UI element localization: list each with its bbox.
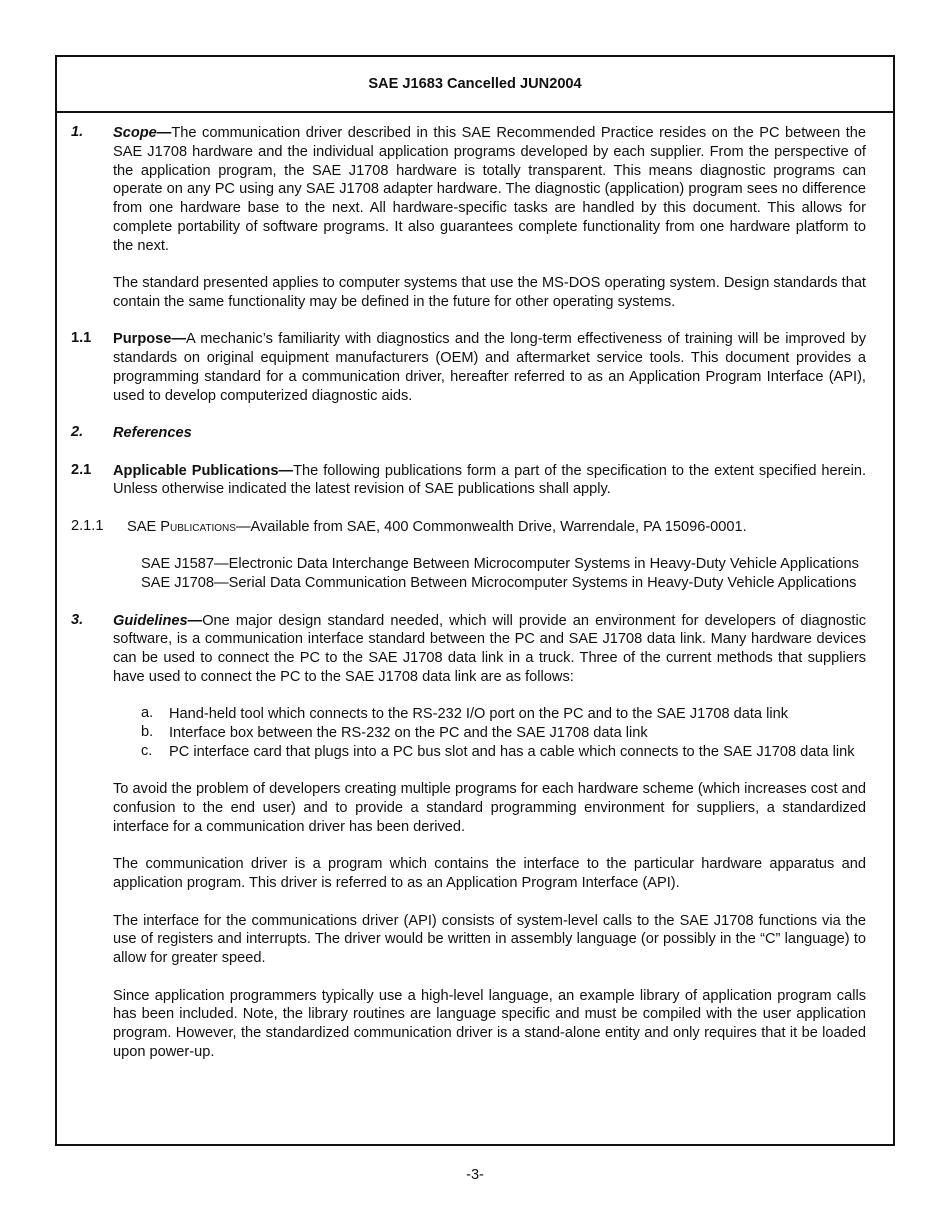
document-body	[57, 113, 893, 1062]
section-scope	[71, 124, 866, 255]
list-marker: b.	[141, 724, 154, 740]
scope-paragraph-2: The standard presented applies to computer systems that use the MS-DOS operating system. Design standards that contain the same functionality may be defined in the future for other operating systems.	[113, 275, 866, 310]
applicable-paragraph	[113, 462, 866, 500]
section-guidelines	[71, 612, 866, 687]
section-number: 2.	[71, 424, 84, 440]
section-number: 3.	[71, 611, 84, 628]
guidelines-paragraph-3: The interface for the communications driver (API) consists of system-level calls to the SAE J1708 functions via the use of registers and interrupts. The driver would be written in assembly language (or possibly in the “C” language) to allow for greater speed.	[113, 912, 866, 966]
document-title: SAE J1683 Cancelled JUN2004	[368, 76, 582, 92]
section-purpose	[71, 330, 866, 405]
guidelines-paragraph-2: The communication driver is a program which contains the interface to the particular hardware apparatus and application program. This driver is referred to as an Application Program Interface (API).	[113, 856, 866, 891]
purpose-text: A mechanic’s familiarity with diagnostics and the long-term effectiveness of training will be improved by standards on original equipment manufacturers (OEM) and aftermarket service tools. This document provides a programming standard for a communication driver, hereafter referred to as an Application Program Interface (API), used to develop computerized diagnostic aids.	[113, 331, 866, 404]
applicable-heading: Applicable Publications—	[113, 462, 294, 479]
guidelines-text: One major design standard needed, which will provide an environment for developers of diagnostic software, is a communication interface standard between the PC and SAE J1708 data link. Many hardware devices can be used to connect the PC to the SAE J1708 data link in a truck. Three of the current methods that suppliers have used to connect the PC to the SAE J1708 data link are as follows:	[113, 612, 866, 685]
purpose-heading: Purpose—	[113, 331, 186, 348]
list-item-text: Interface box between the RS-232 on the PC and the SAE J1708 data link	[169, 725, 648, 741]
list-marker: c.	[141, 742, 153, 759]
purpose-paragraph	[113, 330, 866, 405]
applicable-text: The following publications form a part of the specification to the extent specified herein. Unless otherwise indicated the latest revision of SAE publications shall apply.	[113, 462, 866, 498]
section-number: 1.1	[71, 330, 92, 347]
page-frame	[55, 55, 895, 1146]
reference-item: SAE J1708—Serial Data Communication Between Microcomputer Systems in Heavy-Duty Vehicle Applications	[141, 575, 857, 591]
scope-text: The communication driver described in this SAE Recommended Practice resides on the PC between the SAE J1708 hardware and the individual application programs developed by each supplier. From the perspective of the application program, the SAE J1708 hardware is totally transparent. This means diagnostic programs can operate on any PC using any SAE J1708 adapter hardware. The diagnostic (application) program sees no difference from one hardware base to the next. All hardware-specific tasks are handled by this document. This allows for complete portability of software programs. It also guarantees complete functionality from one hardware platform to the next.	[113, 125, 866, 254]
references-heading: References	[113, 425, 192, 441]
sae-label-rest: ublications	[170, 518, 236, 535]
reference-list	[141, 555, 866, 593]
section-number: 2.1.1	[71, 517, 104, 534]
section-references	[71, 424, 866, 443]
section-number: 2.1	[71, 461, 92, 478]
guidelines-paragraph-1: To avoid the problem of developers creating multiple programs for each hardware scheme (which increases cost and confusion to the end user) and to provide a standard programming environment for suppliers, a standardized interface for a communication driver has been derived.	[113, 781, 866, 835]
list-item-text: PC interface card that plugs into a PC bus slot and has a cable which connects to the SAE J1708 data link	[169, 743, 855, 760]
list-item	[141, 705, 866, 724]
sae-label-first: SAE P	[127, 518, 170, 535]
sae-pubs-text: —Available from SAE, 400 Commonwealth Drive, Warrendale, PA 15096-0001.	[235, 518, 747, 535]
methods-list	[141, 705, 866, 761]
document-header	[57, 57, 893, 113]
section-number: 1.	[71, 124, 84, 140]
scope-heading: Scope—	[113, 125, 172, 141]
list-item-text: Hand-held tool which connects to the RS-232 I/O port on the PC and to the SAE J1708 data link	[169, 706, 788, 723]
list-item	[141, 743, 866, 762]
list-item	[141, 724, 866, 743]
section-sae-publications	[71, 518, 866, 537]
guidelines-heading: Guidelines—	[113, 612, 203, 629]
page-number: -3-	[466, 1167, 484, 1183]
scope-paragraph	[113, 124, 866, 255]
reference-item: SAE J1587—Electronic Data Interchange Between Microcomputer Systems in Heavy-Duty Vehicle Applications	[141, 556, 859, 573]
guidelines-paragraph-4: Since application programmers typically use a high-level language, an example library of application program calls has been included. Note, the library routines are language specific and must be compiled with the user application program. However, the standardized communication driver is a stand-alone entity and only requires that it be loaded upon power-up.	[113, 987, 866, 1060]
guidelines-paragraph	[113, 612, 866, 687]
list-marker: a.	[141, 705, 154, 722]
section-applicable-publications	[71, 462, 866, 500]
